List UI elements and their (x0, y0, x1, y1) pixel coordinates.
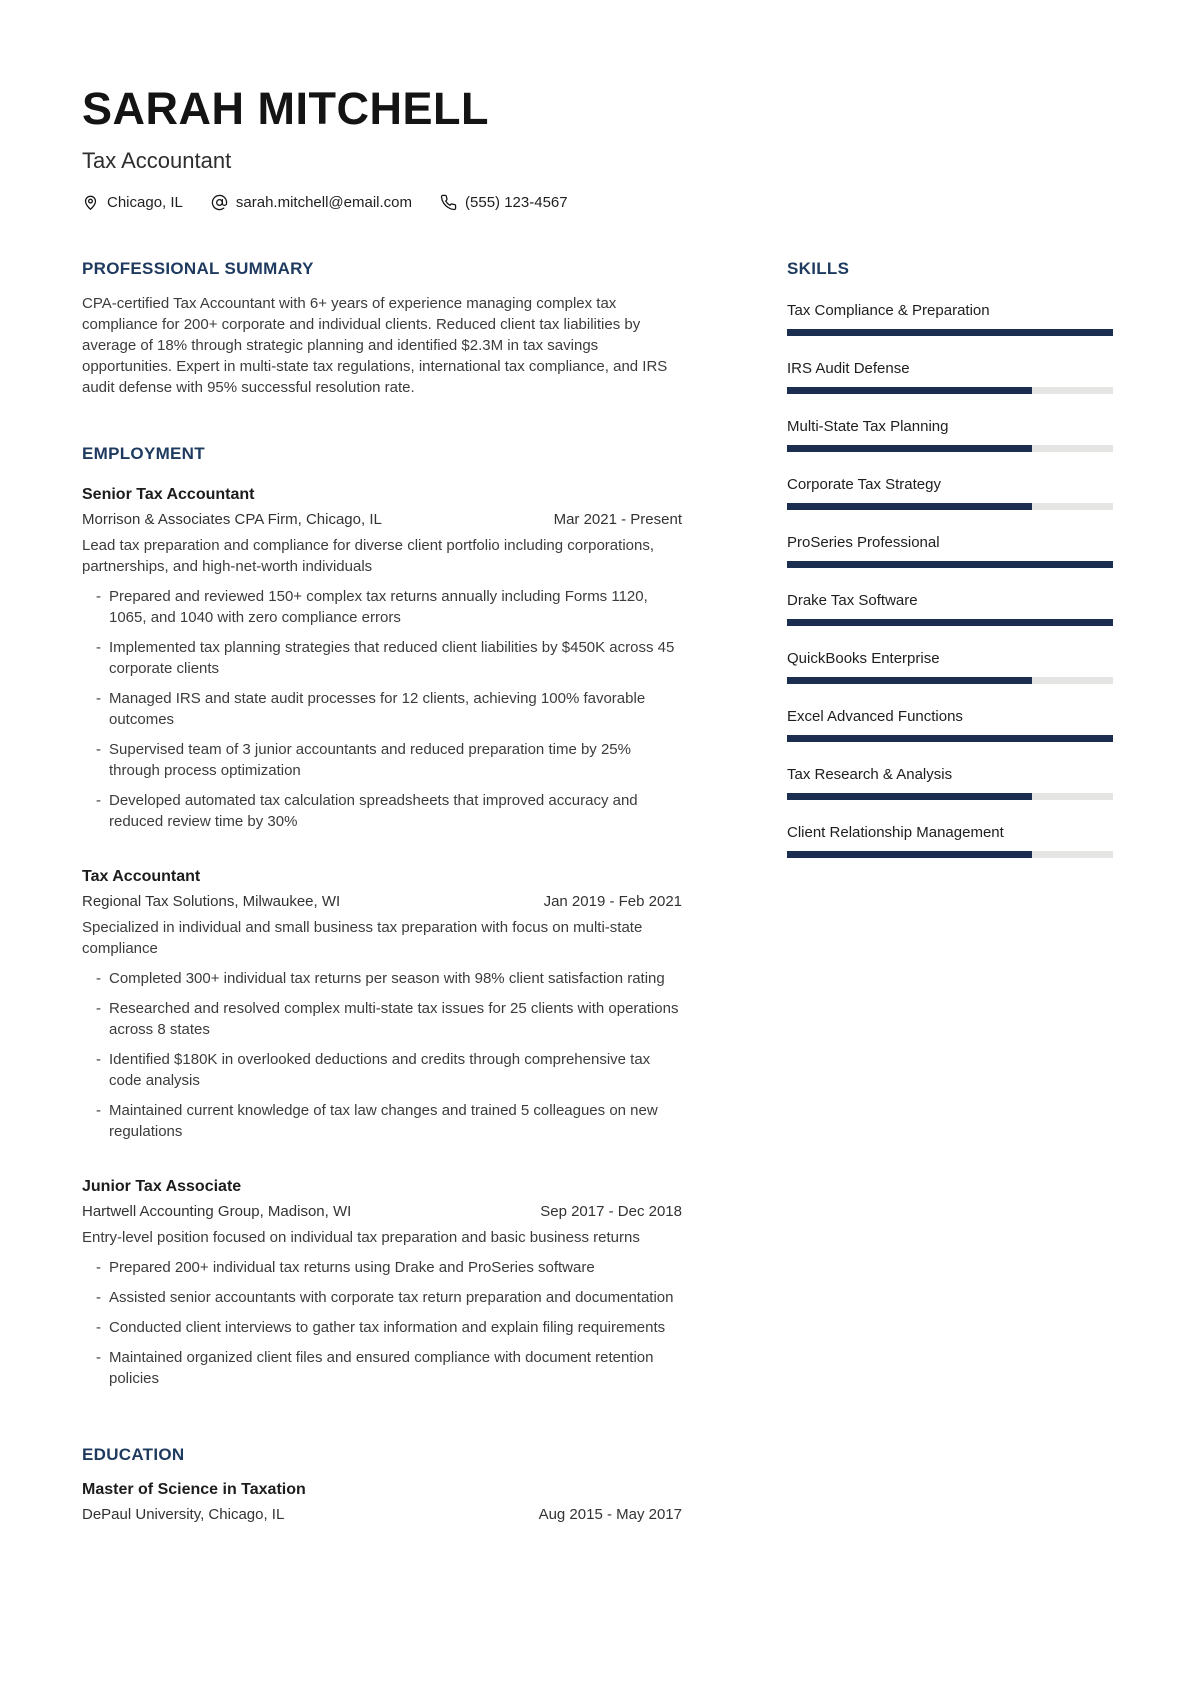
contact-row (82, 194, 1113, 211)
job-bullets (82, 968, 682, 1142)
job-entry (82, 868, 682, 1142)
skill-label: Excel Advanced Functions (787, 708, 963, 726)
employment-heading: EMPLOYMENT (82, 444, 205, 464)
skill-bar-fill (787, 677, 1032, 684)
job-entry (82, 486, 682, 832)
job-dates: Mar 2021 - Present (553, 511, 682, 529)
skill-bar-track (787, 561, 1113, 568)
job-bullet: - Developed automated tax calculation spreadsheets that improved accuracy and reduced review time by 30% (82, 790, 682, 832)
job-bullet: - Implemented tax planning strategies that reduced client liabilities by $450K across 45 corporate clients (82, 637, 682, 679)
skill-bar-track (787, 503, 1113, 510)
skill-bar-track (787, 329, 1113, 336)
job-title: Senior Tax Accountant (82, 486, 255, 504)
skill-item (787, 824, 1113, 858)
at-sign-icon (211, 194, 228, 211)
job-bullet: - Prepared 200+ individual tax returns using Drake and ProSeries software (82, 1257, 682, 1278)
skill-label: QuickBooks Enterprise (787, 650, 940, 668)
job-company: Hartwell Accounting Group, Madison, WI (82, 1203, 352, 1221)
education-dates: Aug 2015 - May 2017 (538, 1506, 682, 1524)
skill-item (787, 360, 1113, 394)
job-bullet: - Completed 300+ individual tax returns per season with 98% client satisfaction rating (82, 968, 682, 989)
skill-bar-fill (787, 561, 1113, 568)
job-entry (82, 1178, 682, 1389)
skill-item (787, 766, 1113, 800)
skill-label: Tax Research & Analysis (787, 766, 953, 784)
skill-label: Corporate Tax Strategy (787, 476, 941, 494)
skill-item (787, 650, 1113, 684)
job-bullet: - Prepared and reviewed 150+ complex tax returns annually including Forms 1120, 1065, and 1040 with zero compliance errors (82, 586, 682, 628)
summary-heading: PROFESSIONAL SUMMARY (82, 259, 314, 279)
skill-bar-track (787, 387, 1113, 394)
job-bullet: - Maintained current knowledge of tax law changes and trained 5 colleagues on new regulations (82, 1100, 682, 1142)
section-employment (82, 444, 682, 1389)
contact-email (211, 194, 412, 211)
job-bullet: - Maintained organized client files and ensured compliance with document retention policies (82, 1347, 682, 1389)
job-bullet: - Researched and resolved complex multi-state tax issues for 25 clients with operations across 8 states (82, 998, 682, 1040)
location-pin-icon (82, 194, 99, 211)
education-meta (82, 1506, 682, 1523)
skill-item (787, 302, 1113, 336)
skill-bar-fill (787, 851, 1032, 858)
skills-sidebar (787, 259, 1113, 1523)
skill-label: IRS Audit Defense (787, 360, 910, 378)
skill-item (787, 418, 1113, 452)
phone-icon (440, 194, 457, 211)
skill-bar-fill (787, 619, 1113, 626)
skill-bar-track (787, 677, 1113, 684)
job-bullet: - Assisted senior accountants with corporate tax return preparation and documentation (82, 1287, 682, 1308)
job-company: Morrison & Associates CPA Firm, Chicago, IL (82, 511, 382, 529)
person-title: Tax Accountant (82, 148, 232, 174)
job-company: Regional Tax Solutions, Milwaukee, WI (82, 893, 341, 911)
job-description: Lead tax preparation and compliance for diverse client portfolio including corporations, partnerships, and high-net-worth individuals (82, 537, 654, 576)
skill-item (787, 534, 1113, 568)
education-heading: EDUCATION (82, 1445, 185, 1465)
job-bullet: - Supervised team of 3 junior accountants and reduced preparation time by 25% through process optimization (82, 739, 682, 781)
job-dates: Sep 2017 - Dec 2018 (540, 1203, 682, 1221)
section-education (82, 1445, 682, 1523)
skills-heading: SKILLS (787, 259, 850, 279)
skill-bar-fill (787, 793, 1032, 800)
resume-header (82, 85, 1113, 211)
skill-bar-track (787, 619, 1113, 626)
skill-label: Client Relationship Management (787, 824, 1004, 842)
person-name: SARAH MITCHELL (82, 83, 489, 134)
job-title: Junior Tax Associate (82, 1178, 242, 1196)
skill-label: Multi-State Tax Planning (787, 418, 949, 436)
job-bullets (82, 586, 682, 832)
job-meta (82, 1203, 682, 1220)
job-description: Specialized in individual and small business tax preparation with focus on multi-state compliance (82, 919, 643, 958)
job-description: Entry-level position focused on individual tax preparation and basic business returns (82, 1229, 640, 1247)
job-dates: Jan 2019 - Feb 2021 (543, 893, 682, 911)
contact-location-text: Chicago, IL (107, 194, 183, 212)
main-column (82, 259, 682, 1523)
contact-location (82, 194, 183, 211)
skill-bar-track (787, 793, 1113, 800)
skill-bar-fill (787, 445, 1032, 452)
skill-item (787, 476, 1113, 510)
job-bullet: - Managed IRS and state audit processes for 12 clients, achieving 100% favorable outcomes (82, 688, 682, 730)
skill-bar-fill (787, 503, 1032, 510)
job-bullet: - Conducted client interviews to gather tax information and explain filing requirements (82, 1317, 682, 1338)
skill-bar-fill (787, 735, 1113, 742)
skill-bar-track (787, 445, 1113, 452)
skill-item (787, 592, 1113, 626)
contact-phone-text: (555) 123-4567 (465, 194, 568, 212)
skill-item (787, 708, 1113, 742)
summary-text: CPA-certified Tax Accountant with 6+ years of experience managing complex tax compliance for 200+ corporate and individual clients. Reduced client tax liabilities by average of 18% through strategic planning and identified $2.3M in tax savings opportunities. Expert in multi-state tax regulations, international tax compliance, and IRS audit defense with 95% successful resolution rate. (82, 295, 668, 397)
contact-email-text: sarah.mitchell@email.com (235, 194, 413, 212)
education-degree: Master of Science in Taxation (82, 1481, 306, 1499)
education-school: DePaul University, Chicago, IL (82, 1506, 285, 1524)
section-professional-summary (82, 259, 682, 398)
skill-label: Drake Tax Software (787, 592, 918, 610)
job-bullets (82, 1257, 682, 1389)
job-bullet: - Identified $180K in overlooked deductions and credits through comprehensive tax code analysis (82, 1049, 682, 1091)
skill-bar-track (787, 851, 1113, 858)
job-title: Tax Accountant (82, 868, 201, 886)
content-columns (82, 259, 1113, 1523)
skill-bar-fill (787, 387, 1032, 394)
job-meta (82, 893, 682, 910)
contact-phone (440, 194, 568, 211)
skill-bar-fill (787, 329, 1113, 336)
skill-bar-track (787, 735, 1113, 742)
skill-label: ProSeries Professional (787, 534, 940, 552)
skill-label: Tax Compliance & Preparation (787, 302, 990, 320)
job-meta (82, 511, 682, 528)
